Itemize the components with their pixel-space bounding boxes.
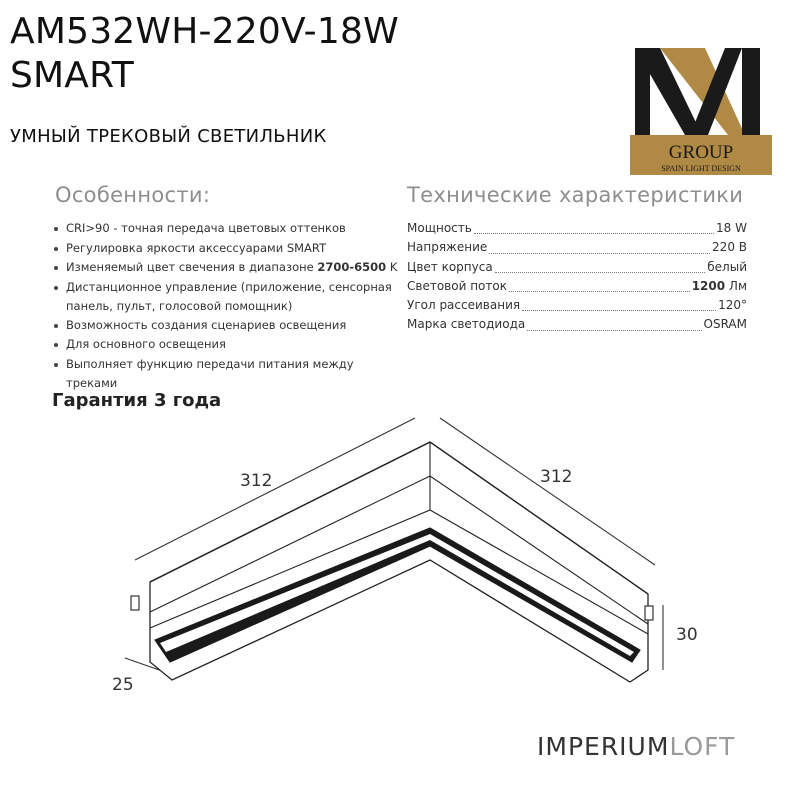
spec-label: Мощность (407, 221, 472, 235)
product-title-line1: AM532WH-220V-18W (10, 11, 399, 52)
spec-row-power (407, 219, 747, 238)
feature-unit: K (386, 260, 398, 274)
brand-part2: LOFT (669, 732, 736, 761)
specs-title: Технические характеристики (407, 183, 744, 207)
product-title (10, 10, 399, 98)
feature-item: Выполняет функцию передачи питания между треками (52, 355, 402, 394)
m-group-logo (630, 40, 780, 180)
features-list (52, 219, 402, 394)
warranty-label: Гарантия 3 года (52, 390, 222, 411)
spec-label: Угол рассеивания (407, 298, 521, 313)
spec-leader (509, 291, 690, 292)
spec-row-body-color (407, 258, 747, 277)
feature-item: Возможность создания сценариев освещения (52, 316, 402, 336)
logo-m-left-leg (635, 48, 650, 135)
spec-value: 220 В (712, 240, 747, 255)
spec-label: Марка светодиода (407, 317, 526, 332)
dimension-left-length: 312 (240, 471, 273, 491)
brand-wordmark (537, 732, 735, 761)
feature-item (52, 258, 402, 278)
spec-value-unit: Лм (725, 278, 747, 293)
spec-label: Цвет корпуса (407, 259, 493, 274)
specs-table (407, 219, 747, 335)
spec-row-luminous-flux (407, 277, 747, 296)
luminaire-body (150, 442, 648, 682)
spec-value: OSRAM (703, 317, 747, 332)
feature-item: Для основного освещения (52, 335, 402, 355)
feature-text: Изменяемый цвет свечения в диапазоне (66, 260, 318, 274)
dimension-right-length: 312 (540, 467, 573, 487)
brand-part1: IMPERIUM (537, 732, 670, 761)
spec-row-beam-angle (407, 296, 747, 315)
spec-value: белый (707, 259, 747, 274)
right-end-connector (645, 606, 653, 620)
spec-leader (527, 330, 701, 331)
feature-item: Дистанционное управление (приложение, сенсорная панель, пульт, голосовой помощник) (52, 278, 402, 316)
logo-tagline: SPAIN LIGHT DESIGN (661, 164, 741, 173)
spec-label: Напряжение (407, 240, 488, 255)
left-end-connector (131, 596, 139, 610)
spec-leader (522, 310, 716, 311)
feature-item: CRI>90 - точная передача цветовых оттенков (52, 219, 402, 239)
spec-value-bold: 1200 (691, 278, 726, 293)
product-title-line2: SMART (10, 55, 134, 96)
dimension-height: 30 (676, 625, 698, 645)
spec-leader (489, 253, 710, 254)
spec-row-led-brand (407, 315, 747, 334)
spec-row-voltage (407, 238, 747, 257)
spec-label: Световой поток (407, 278, 507, 293)
spec-leader (495, 272, 706, 273)
spec-value: 18 W (716, 221, 747, 235)
features-title: Особенности: (55, 183, 211, 207)
feature-cct-range: 2700-6500 (317, 260, 387, 274)
feature-item: Регулировка яркости аксессуарами SMART (52, 239, 402, 259)
logo-m-right-leg (742, 48, 760, 135)
spec-leader (474, 233, 714, 234)
logo-word: GROUP (668, 142, 734, 163)
product-dimension-drawing (0, 400, 800, 720)
spec-value: 120° (718, 298, 747, 313)
product-subtitle: УМНЫЙ ТРЕКОВЫЙ СВЕТИЛЬНИК (10, 126, 327, 147)
spec-value (692, 277, 747, 296)
dimension-width: 25 (112, 675, 134, 695)
